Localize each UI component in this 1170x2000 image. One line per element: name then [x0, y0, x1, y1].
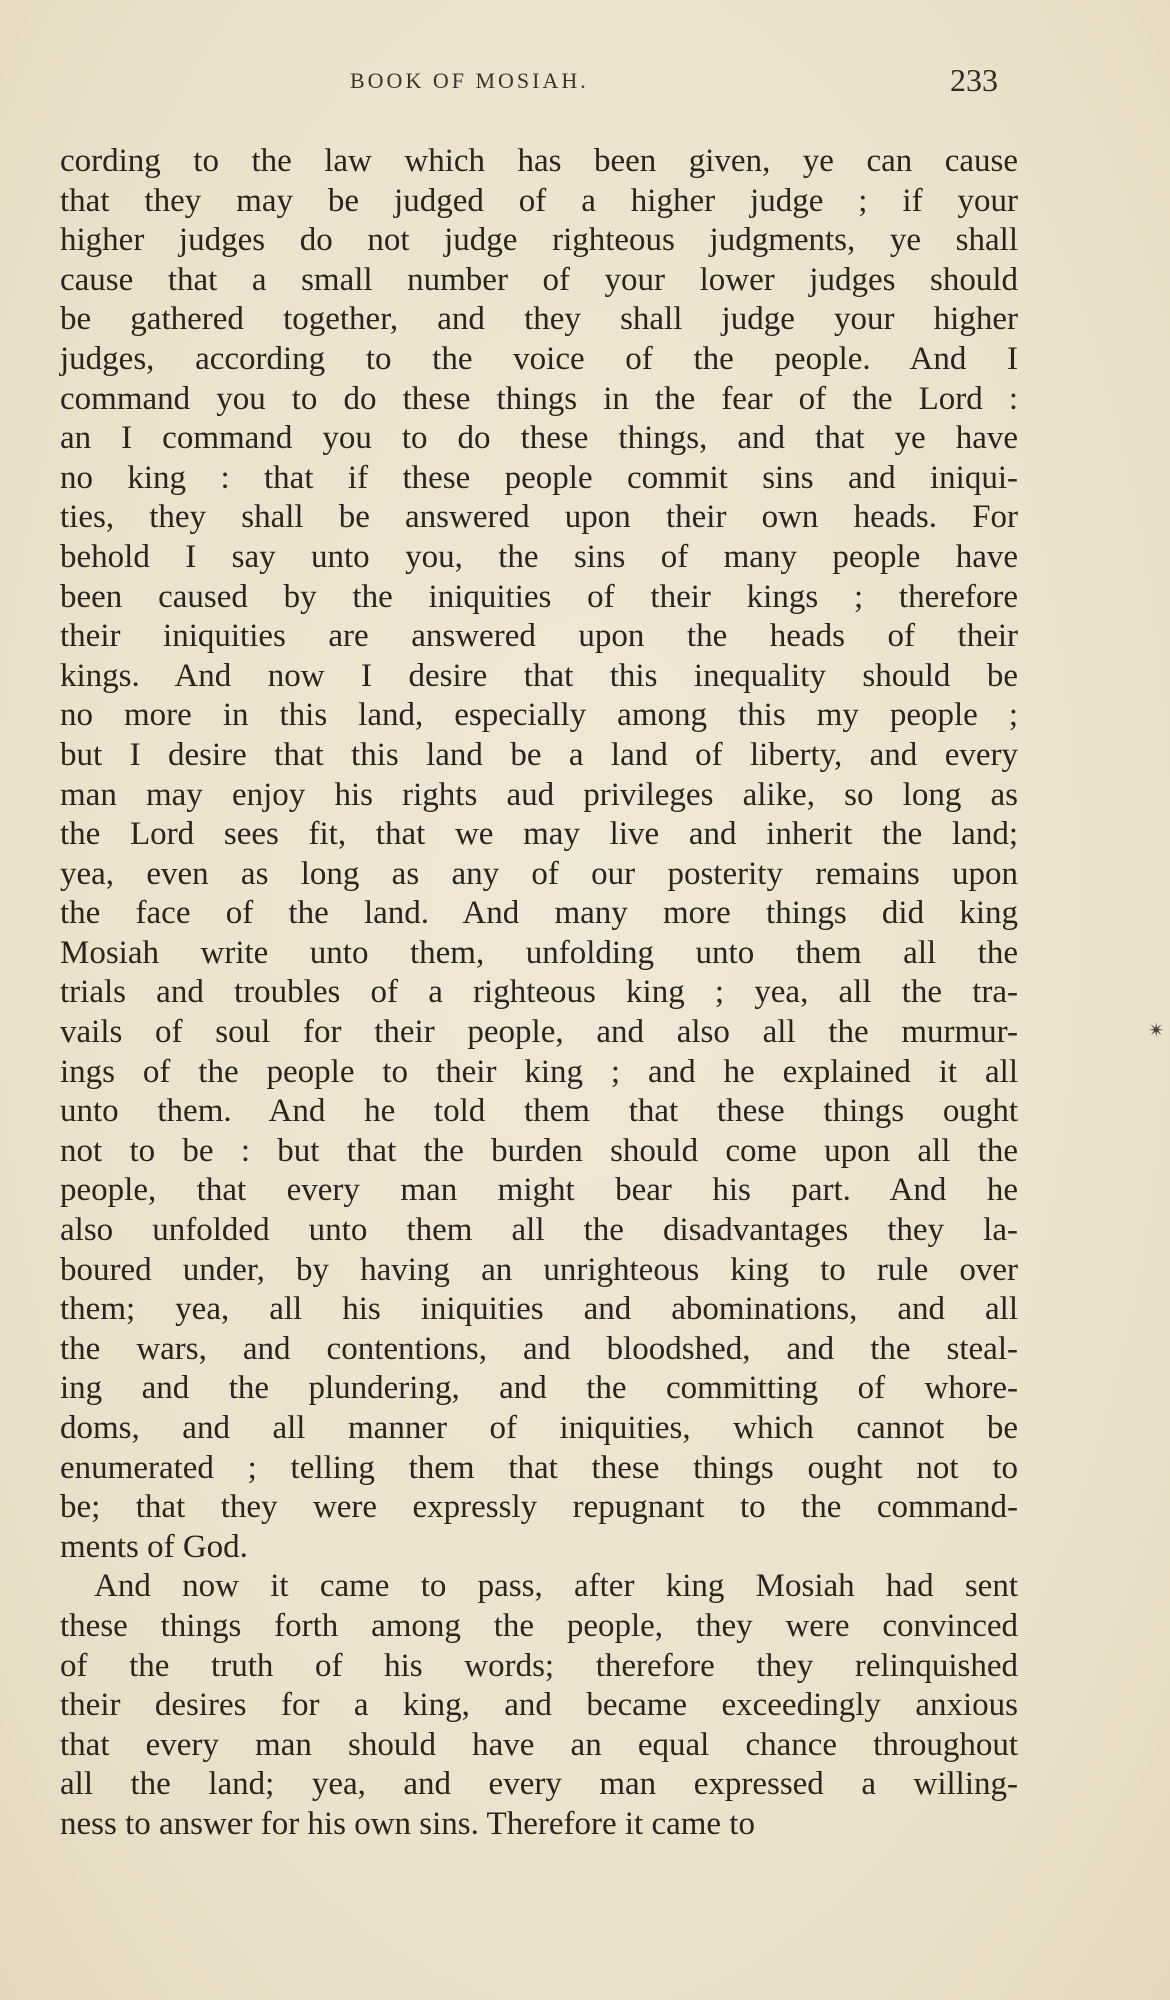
text-line: be gathered together, and they shall judge your higher — [60, 301, 1018, 338]
margin-mark: ✴ — [1148, 1020, 1165, 1042]
text-line: ments of God. — [60, 1528, 248, 1565]
text-line: no more in this land, especially among this my people ; — [60, 697, 1018, 734]
text-line: the Lord sees fit, that we may live and inherit the land; — [60, 816, 1018, 853]
text-line: the face of the land. And many more things did king — [60, 895, 1018, 932]
text-line: them; yea, all his iniquities and abominations, and all — [60, 1291, 1018, 1328]
text-line: enumerated ; telling them that these things ought not to — [60, 1449, 1018, 1486]
text-line: Mosiah write unto them, unfolding unto them all the — [60, 934, 1018, 971]
text-line: but I desire that this land be a land of liberty, and every — [60, 736, 1018, 773]
text-line: kings. And now I desire that this inequality should be — [60, 657, 1018, 694]
text-line: higher judges do not judge righteous judgments, ye shall — [60, 222, 1018, 259]
text-line: judges, according to the voice of the people. And I — [60, 340, 1018, 377]
text-line: cause that a small number of your lower judges should — [60, 261, 1018, 298]
text-line: also unfolded unto them all the disadvantages they la- — [60, 1212, 1018, 1249]
text-line: cording to the law which has been given, ye can cause — [60, 143, 1018, 179]
text-line: unto them. And he told them that these things ought — [60, 1093, 1018, 1130]
text-line: command you to do these things in the fear of the Lord : — [60, 380, 1018, 417]
text-line: an I command you to do these things, and that ye have — [60, 420, 1018, 457]
text-line: ings of the people to their king ; and he explained it all — [60, 1053, 1018, 1090]
text-line: vails of soul for their people, and also all the murmur- — [60, 1014, 1018, 1051]
text-line: doms, and all manner of iniquities, which cannot be — [60, 1410, 1018, 1446]
text-line: their desires for a king, and became exceedingly anxious — [60, 1687, 1018, 1724]
text-line: ness to answer for his own sins. Therefore it came to — [60, 1805, 755, 1842]
text-line: trials and troubles of a righteous king ; yea, all the tra- — [60, 974, 1018, 1011]
text-line: people, that every man might bear his part. And he — [60, 1172, 1018, 1209]
text-line: behold I say unto you, the sins of many people have — [60, 538, 1018, 575]
text-line: that they may be judged of a higher judge ; if your — [60, 182, 1018, 219]
text-line: the wars, and contentions, and bloodshed, and the steal- — [60, 1330, 1018, 1367]
text-line: no king : that if these people commit sins and iniqui- — [60, 459, 1018, 496]
text-line: their iniquities are answered upon the heads of their — [60, 618, 1018, 655]
running-title: BOOK OF MOSIAH. — [350, 68, 589, 93]
text-line: yea, even as long as any of our posterity remains upon — [60, 855, 1018, 892]
text-line: been caused by the iniquities of their kings ; therefore — [60, 578, 1018, 615]
text-line: all the land; yea, and every man expressed a willing- — [60, 1766, 1018, 1803]
text-line: of the truth of his words; therefore they relinquished — [60, 1647, 1018, 1684]
text-line: not to be : but that the burden should come upon all the — [60, 1132, 1018, 1169]
running-head — [0, 62, 1170, 108]
text-line: man may enjoy his rights aud privileges alike, so long as — [60, 776, 1018, 813]
page-number: 233 — [950, 62, 998, 98]
text-line: ties, they shall be answered upon their own heads. For — [60, 499, 1018, 536]
text-line: that every man should have an equal chance throughout — [60, 1726, 1018, 1763]
body-text — [60, 142, 1018, 1845]
text-line: these things forth among the people, they were convinced — [60, 1607, 1018, 1644]
text-line: ing and the plundering, and the committing of whore- — [60, 1370, 1018, 1407]
text-line: And now it came to pass, after king Mosiah had sent — [94, 1568, 1018, 1605]
text-line: be; that they were expressly repugnant to the command- — [60, 1489, 1018, 1526]
text-line: boured under, by having an unrighteous king to rule over — [60, 1251, 1018, 1288]
